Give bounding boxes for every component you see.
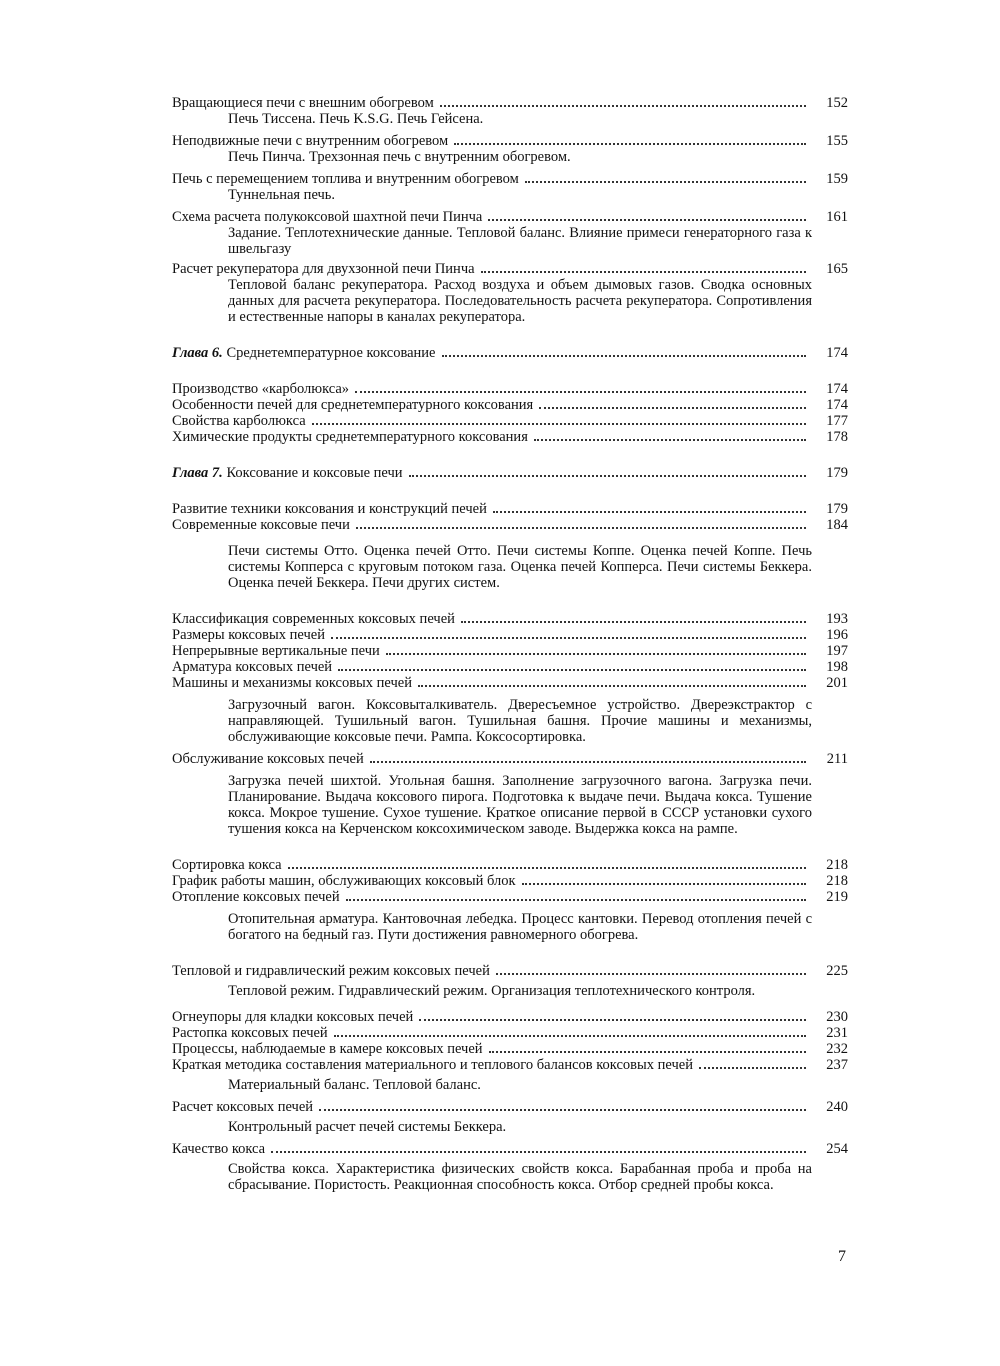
entry-page: 184 (826, 517, 848, 533)
entry-title: Развитие техники коксования и конструкций печей (172, 501, 487, 517)
toc-entry (172, 397, 848, 413)
entry-title: Вращающиеся печи с внешним обогревом (172, 95, 434, 111)
entry-title: Непрерывные вертикальные печи (172, 643, 380, 659)
toc-entry (172, 889, 848, 905)
entry-description: Тепловой режим. Гидравлический режим. Организация теплотехнического контроля. (228, 983, 756, 999)
entry-page: 179 (826, 465, 848, 481)
toc-entry (172, 413, 848, 429)
entry-title: Сортировка кокса (172, 857, 282, 873)
entry-page: 230 (826, 1009, 848, 1025)
entry-title: Современные коксовые печи (172, 517, 350, 533)
entry-title: Процессы, наблюдаемые в камере коксовых печей (172, 1041, 483, 1057)
entry-page: 178 (826, 429, 848, 445)
toc-entry (172, 209, 848, 225)
entry-title: Классификация современных коксовых печей (172, 611, 455, 627)
entry-title: Размеры коксовых печей (172, 627, 325, 643)
entry-title: Машины и механизмы коксовых печей (172, 675, 412, 691)
entry-page: 174 (826, 345, 848, 361)
chapter-number: Глава 6. (172, 345, 223, 361)
entry-page: 193 (826, 611, 848, 627)
entry-page: 231 (826, 1025, 848, 1041)
entry-description: Печь Тиссена. Печь K.S.G. Печь Гейсена. (228, 111, 484, 127)
entry-description: Свойства кокса. Характеристика физических свойств кокса. Барабанная проба и проба на сбрасывание. Пористость. Реакционная способность кокса. Отбор средней пробы кокса. (228, 1161, 812, 1193)
toc-entry (172, 963, 848, 979)
table-of-contents (172, 95, 848, 1193)
entry-page: 254 (826, 1141, 848, 1157)
entry-description: Загрузочный вагон. Коксовыталкиватель. Двересъемное устройство. Двереэкстрактор с направляющей. Тушильный вагон. Тушильная башня. Прочие машины и механизмы, обслуживающие коксовые печи. Рампа. Коксосортировка. (228, 697, 812, 745)
entry-title: Растопка коксовых печей (172, 1025, 328, 1041)
entry-description: Тепловой баланс рекуператора. Расход воздуха и объем дымовых газов. Сводка основных данных для расчета рекуператора. Последовательность расчета рекуператора. Сопротивления и естественные напоры в каналах рекуператора. (228, 277, 812, 325)
toc-entry (172, 429, 848, 445)
entry-page: 165 (826, 261, 848, 277)
chapter-title: Среднетемпературное коксование (226, 345, 436, 361)
entry-title: Производство «карболюкса» (172, 381, 350, 397)
toc-entry (172, 1099, 848, 1115)
entry-title: Обслуживание коксовых печей (172, 751, 364, 767)
entry-page: 219 (826, 889, 848, 905)
entry-title: Огнеупоры для кладки коксовых печей (172, 1009, 414, 1025)
entry-title: Особенности печей для среднетемпературного коксования (172, 397, 534, 413)
chapter-heading (172, 345, 848, 361)
toc-entry (172, 643, 848, 659)
toc-entry (172, 627, 848, 643)
entry-description: Материальный баланс. Тепловой баланс. (228, 1077, 481, 1093)
toc-entry (172, 1057, 848, 1073)
entry-title: График работы машин, обслуживающих коксовый блок (172, 873, 516, 889)
entry-title: Краткая методика составления материального и теплового балансов коксовых печей (172, 1057, 693, 1073)
entry-page: 240 (826, 1099, 848, 1115)
entry-page: 225 (826, 963, 848, 979)
entry-description: Печи системы Отто. Оценка печей Отто. Печи системы Коппе. Оценка печей Коппе. Печь системы Копперса с круговым потоком газа. Оценка печей Копперса. Печи системы Беккера. Оценка печей Беккера. Печи других систем. (228, 543, 812, 591)
toc-entry (172, 1025, 848, 1041)
entry-page: 211 (826, 751, 848, 767)
entry-title: Арматура коксовых печей (172, 659, 333, 675)
entry-page: 201 (826, 675, 848, 691)
entry-page: 232 (826, 1041, 848, 1057)
entry-description: Отопительная арматура. Кантовочная лебедка. Процесс кантовки. Перевод отопления печей с богатого на бедный газ. Пути достижения равномерного обогрева. (228, 911, 812, 943)
entry-page: 218 (826, 873, 848, 889)
entry-page: 197 (826, 643, 848, 659)
entry-page: 237 (826, 1057, 848, 1073)
entry-description: Туннельная печь. (228, 187, 336, 203)
entry-description: Загрузка печей шихтой. Угольная башня. Заполнение загрузочного вагона. Загрузка печи. Планирование. Выдача коксового пирога. Подготовка к выдаче печи. Выдача кокса. Тушение кокса. Мокрое тушение. Сухое тушение. Краткое описание первой в СССР установки сухого тушения кокса на Керченском коксохимическом заводе. Выдержка кокса на рампе. (228, 773, 812, 837)
entry-page: 179 (826, 501, 848, 517)
toc-entry (172, 675, 848, 691)
entry-title: Отопление коксовых печей (172, 889, 340, 905)
entry-title: Неподвижные печи с внутренним обогревом (172, 133, 449, 149)
entry-page: 198 (826, 659, 848, 675)
entry-page: 174 (826, 397, 848, 413)
toc-entry (172, 659, 848, 675)
page-number: 7 (838, 1248, 846, 1265)
entry-title: Свойства карболюкса (172, 413, 306, 429)
entry-title: Химические продукты среднетемпературного коксования (172, 429, 528, 445)
toc-entry (172, 95, 848, 111)
toc-entry (172, 261, 848, 277)
toc-entry (172, 1009, 848, 1025)
toc-entry (172, 1141, 848, 1157)
toc-entry (172, 381, 848, 397)
toc-entry (172, 501, 848, 517)
entry-page: 161 (826, 209, 848, 225)
entry-page: 152 (826, 95, 848, 111)
entry-title: Печь с перемещением топлива и внутренним обогревом (172, 171, 519, 187)
entry-description: Печь Пинча. Трехзонная печь с внутренним обогревом. (228, 149, 571, 165)
entry-page: 159 (826, 171, 848, 187)
entry-page: 218 (826, 857, 848, 873)
entry-description: Контрольный расчет печей системы Беккера. (228, 1119, 507, 1135)
toc-entry (172, 751, 848, 767)
entry-title: Тепловой и гидравлический режим коксовых печей (172, 963, 490, 979)
entry-description: Задание. Теплотехнические данные. Тепловой баланс. Влияние примеси генераторного газа к швельгазу (228, 225, 812, 257)
toc-entry (172, 611, 848, 627)
toc-entry (172, 171, 848, 187)
entry-page: 174 (826, 381, 848, 397)
entry-page: 155 (826, 133, 848, 149)
toc-entry (172, 517, 848, 533)
entry-title: Качество кокса (172, 1141, 266, 1157)
entry-page: 196 (826, 627, 848, 643)
chapter-heading (172, 465, 848, 481)
toc-entry (172, 857, 848, 873)
toc-entry (172, 133, 848, 149)
entry-title: Схема расчета полукоксовой шахтной печи Пинча (172, 209, 483, 225)
entry-page: 177 (826, 413, 848, 429)
entry-title: Расчет рекуператора для двухзонной печи Пинча (172, 261, 475, 277)
toc-entry (172, 1041, 848, 1057)
toc-entry (172, 873, 848, 889)
chapter-number: Глава 7. (172, 465, 223, 481)
entry-title: Расчет коксовых печей (172, 1099, 314, 1115)
chapter-title: Коксование и коксовые печи (226, 465, 403, 481)
